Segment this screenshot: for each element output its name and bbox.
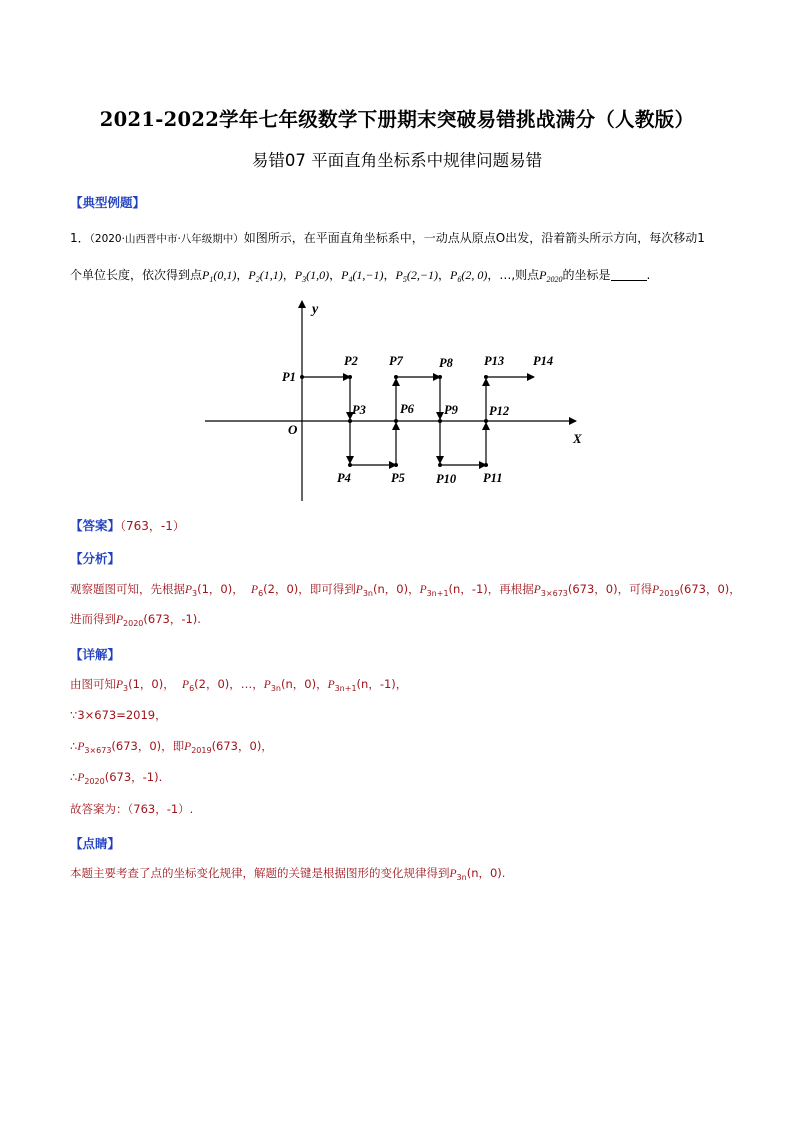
point-p6: $P_6(2$, 0) [450,268,488,284]
section-comment-label: 【点睛】 [70,836,121,851]
point-p5: $P_5(2,-1)$ [395,268,438,284]
question-text-1: 如图所示，在平面直角坐标系中，一动点从原点O出发，沿着箭头所示方向，每次移动1 [243,231,705,245]
point-labels [282,354,553,486]
point-p1: $P_1(0,1)$ [202,268,237,284]
x-axis-label: X [573,431,582,446]
y-axis-label: y [312,302,319,317]
label-p14: P14 [533,354,554,368]
label-p11: P11 [483,471,503,485]
question-source: （2020·山西晋中市·八年级期中） [89,233,244,245]
label-p1: P1 [282,370,296,384]
question-text-2: 个单位长度，依次得到点 [70,268,203,282]
page-title: 2021-2022学年七年级数学下册期末突破易错挑战满分（人教版） [99,108,695,131]
label-p2: P2 [344,354,358,368]
label-p4: P4 [337,471,351,485]
question-line-1 [70,229,705,246]
label-p8: P8 [439,356,453,370]
section-analysis-label: 【分析】 [70,551,121,566]
label-p6: P6 [400,402,414,416]
answer-line [70,516,185,534]
detail-line-5: 故答案为：（763，-1）. [70,802,194,816]
point-p4: $P_4(1,-1)$ [341,268,384,284]
answer-blank [611,268,647,281]
detail-line-3: $\therefore P_{3\times 673}(673$，0)，即$P_{2019}(673$，0)， [70,739,273,755]
detail-line-2: ∵3×673=2019， [70,708,167,722]
label-p9: P9 [444,403,458,417]
analysis-line-2: 进而得到$P_{2020}(673$，-1). [70,612,201,628]
question-number: 1． [70,231,90,245]
section-detail-label: 【详解】 [70,647,121,662]
label-p7: P7 [389,354,403,368]
label-p10: P10 [436,472,457,486]
detail-line-4: $\therefore P_{2020}(673$，-1). [70,770,163,786]
origin-label: O [288,422,298,437]
label-p3: P3 [352,403,366,417]
section-answer-label: 【答案】 [70,518,121,533]
coordinate-figure [200,295,590,510]
question-line-2: 个单位长度，依次得到点$P_1(0,1)$，$P_2(1,1)$，$P_3(1,0)$，$P_4(1,-1)$，$P_5(2,-1)$，$P_6(2$, 0)，…,则点$P_{2020}$的坐标是 . [70,268,651,284]
answer-value: （763，-1） [120,519,185,533]
label-p12: P12 [489,404,510,418]
comment-line: 本题主要考查了点的坐标变化规律，解题的关键是根据图形的变化规律得到$P_{3n}(n$，0). [70,866,506,882]
page-subtitle: 易错07 平面直角坐标系中规律问题易错 [251,151,543,170]
label-p13: P13 [484,354,505,368]
point-p2: $P_2(1,1)$ [248,268,283,284]
analysis-line-1: 观察题图可知，先根据$P_3(1$，0)， $P_6(2$，0)，即可得到$P_{3n}(n$，0)，$P_{3n+1}(n$，-1)，再根据$P_{3\times 673}(673$，0)，可得$P_{2019}(673$，0)， [70,582,741,598]
detail-line-1: 由图可知$P_3(1$，0)， $P_6(2$，0)，…，$P_{3n}(n$，0)，$P_{3n+1}(n$，-1)， [70,677,408,693]
label-p5: P5 [391,471,405,485]
point-p3: $P_3(1,0)$ [294,268,330,284]
section-example-label: 【典型例题】 [70,195,146,210]
